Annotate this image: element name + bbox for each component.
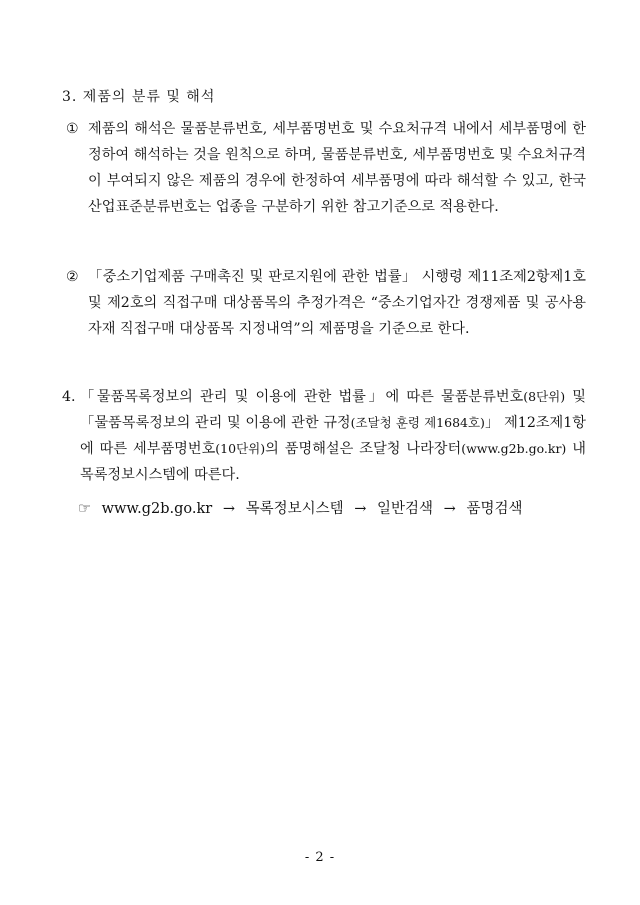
item-number: ① (66, 121, 79, 137)
section-4-text-part: 」 제12조제1항에 따른 세부품명번호 (80, 415, 586, 457)
item-text: 제품의 해석은 물품분류번호, 세부품명번호 및 수요처규격 내에서 세부품명에 한정하여 해석하는 것을 원칙으로 하며, 물품분류번호, 세부품명번호 및 수요처규격이 부여되지 않은 제품의 경우에 한정하여 세부품명에 따라 해석할 수 있고, 한국산업표준분류번호는 업종을 구분하기 위한 참고기준으로 적용한다. (88, 121, 586, 215)
page-number: - 2 - (304, 850, 336, 865)
section-4-text-part: 및 「물품목록정보의 관리 및 이용에 관한 규정 (80, 389, 587, 431)
section-4-note: (조달청 훈령 제1684호) (350, 415, 485, 430)
arrow-right-icon: → (354, 501, 367, 517)
item-number: ② (66, 269, 79, 285)
pointing-hand-icon: ☞ (78, 501, 91, 517)
section-3-heading: 3. 제품의 분류 및 해석 (62, 89, 216, 105)
arrow-right-icon: → (222, 501, 235, 517)
nav-step-general-search: 일반검색 (377, 501, 434, 517)
section-4-note: (10단위) (215, 441, 266, 456)
nav-step-catalog-system: 목록정보시스템 (245, 501, 344, 517)
section-4-text (80, 384, 586, 488)
arrow-right-icon: → (443, 501, 456, 517)
nav-step-site: www.g2b.go.kr (101, 501, 213, 517)
section-4 (62, 384, 586, 488)
section-4-text-part: 「물품목록정보의 관리 및 이용에 관한 법률」에 따른 물품분류번호 (80, 389, 524, 405)
section-3-item-2 (66, 264, 586, 342)
nav-step-item-search: 품명검색 (466, 501, 523, 517)
section-4-text-part: 의 품명해설은 조달청 나라장터 (265, 441, 462, 457)
section-4-note: (www.g2b.go.kr) (461, 441, 567, 456)
section-3-item-1 (66, 116, 586, 220)
item-text: 「중소기업제품 구매촉진 및 판로지원에 관한 법률」 시행령 제11조제2항제1호 및 제2호의 직접구매 대상품목의 추정가격은 “중소기업자간 경쟁제품 및 공사용자재 직접구매 대상품목 지정내역”의 제품명을 기준으로 한다. (88, 269, 586, 337)
section-4-note: (8단위) (523, 389, 566, 404)
navigation-path (78, 497, 528, 518)
section-4-number: 4. (62, 389, 76, 405)
section-4-text-part: 내 목록정보시스템에 따른다. (80, 441, 586, 483)
